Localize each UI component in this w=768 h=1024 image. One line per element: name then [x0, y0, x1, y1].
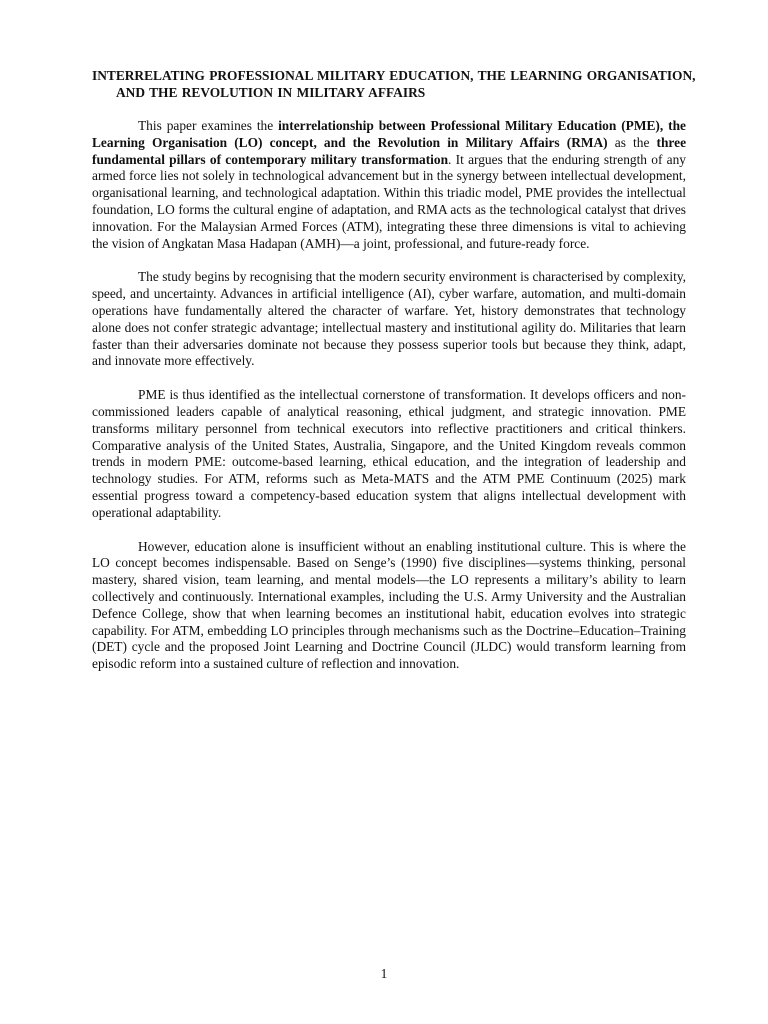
paragraph-learning-organisation: However, education alone is insufficient without an enabling institutional culture. This is where the LO concept becomes indispensable. Based on Senge’s (1990) five disciplines—systems thinking, personal mastery, shared vision, team learning, and mental models—the LO represents a military’s ability to learn collectively and continuously. International examples, including the U.S. Army University and the Australian Defence College, show that when learning becomes an institutional habit, education evolves into strategic capability. For ATM, embedding LO principles through mechanisms such as the Doctrine–Education–Training (DET) cycle and the proposed Joint Learning and Doctrine Council (JLDC) would transform learning from episodic reform into a sustained culture of reflection and innovation. [92, 538, 686, 672]
paragraph-security-environment: The study begins by recognising that the modern security environment is characterised by complexity, speed, and uncertainty. Advances in artificial intelligence (AI), cyber warfare, automation, and multi-domain operations have fundamentally altered the character of warfare. Yet, history demonstrates that technology alone does not confer strategic advantage; intellectual mastery and institutional agility do. Militaries that learn faster than their adversaries dominate not because they possess superior tools but because they think, adapt, and innovate more effectively. [92, 269, 686, 369]
document-title: INTERRELATING PROFESSIONAL MILITARY EDUCATION, THE LEARNING ORGANISATION, AND THE REVOLUTION IN MILITARY AFFAIRS [92, 68, 696, 100]
paragraph-pme: PME is thus identified as the intellectual cornerstone of transformation. It develops officers and non-commissioned leaders capable of analytical reasoning, ethical judgment, and strategic innovation. PME transforms military personnel from technical executors into reflective practitioners and critical thinkers. Comparative analysis of the United States, Australia, Singapore, and the United Kingdom reveals common trends in modern PME: outcome-based learning, ethical education, and the integration of leadership and technology studies. For ATM, reforms such as Meta-MATS and the ATM PME Continuum (2025) mark essential progress toward a competency-based education system that aligns intellectual development with operational adaptability. [92, 387, 686, 520]
paragraph-text: This paper examines the [138, 118, 279, 133]
paragraph-abstract-intro [92, 118, 686, 252]
bold-phrase-transformation: three fundamental pillars of contemporary military transformation [92, 134, 687, 167]
page-number: 1 [380, 966, 388, 981]
document-body [92, 118, 686, 690]
bold-phrase-pillars: interrelationship between Professional Military Education (PME), the Learning Organisation (LO) concept, and the Revolution in Military Affairs (RMA) [92, 118, 686, 150]
paragraph-text: as the [607, 134, 657, 150]
paragraph-text: . It argues that the enduring strength of any armed force lies not solely in technological advancement but in the synergy between intellectual development, organisational learning, and technological adaptation. Within this triadic model, PME provides the intellectual foundation, LO forms the cultural engine of adaptation, and RMA acts as the technological catalyst that drives innovation. For the Malaysian Armed Forces (ATM), integrating these three dimensions is vital to achieving the vision of Angkatan Masa Hadapan (AMH)—a joint, professional, and future-ready force. [92, 151, 687, 251]
